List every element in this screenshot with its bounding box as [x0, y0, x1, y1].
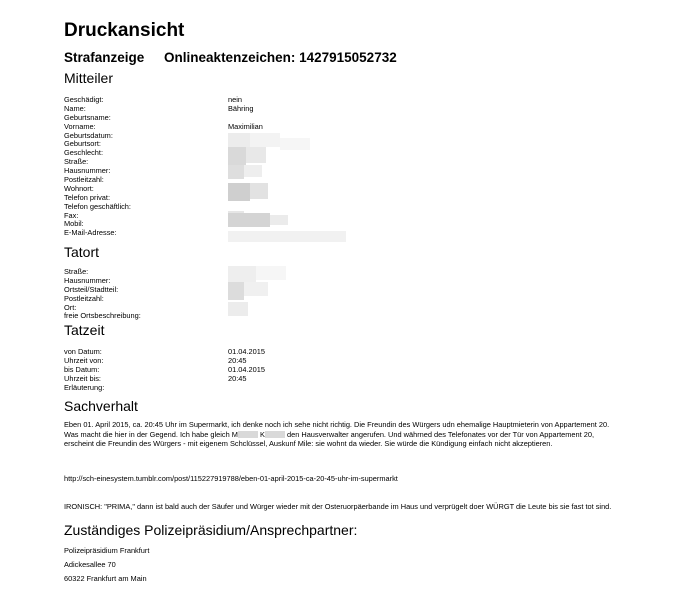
- field-label: Geburtsort:: [64, 139, 101, 149]
- field-label: Hausnummer:: [64, 275, 111, 285]
- tatzeit-row: [64, 384, 624, 393]
- field-label: Uhrzeit bis:: [64, 373, 101, 383]
- tatzeit-row: [64, 366, 624, 375]
- field-label: Wohnort:: [64, 183, 94, 193]
- field-value: 20:45: [228, 373, 247, 383]
- address-line-1: Polizeipräsidium Frankfurt: [64, 546, 150, 555]
- tatzeit-fields: [64, 348, 624, 392]
- section-mitteiler: Mitteiler: [64, 70, 114, 86]
- sachverhalt-text-part1: Eben 01. April 2015, ca. 20:45 Uhr im Supermarkt, ich denke noch ich sehe nicht richtig. Die Freundin des Würgers udn ehemalige Hauptmieterin von Appartement 20. Was macht die hier in der Gegend. Ich habe gleich M: [64, 420, 610, 439]
- address-line-2: Adickesallee 70: [64, 560, 116, 569]
- tatort-row: [64, 277, 624, 286]
- mitteiler-row: [64, 149, 624, 158]
- field-label: Postleitzahl:: [64, 175, 104, 185]
- field-label: freie Ortsbeschreibung:: [64, 311, 141, 321]
- field-value: Bähring: [228, 103, 254, 113]
- field-label: Telefon geschäftlich:: [64, 201, 131, 211]
- field-label: Geburtsname:: [64, 112, 111, 122]
- mitteiler-row: [64, 140, 624, 149]
- mitteiler-row: [64, 158, 624, 167]
- field-label: Uhrzeit von:: [64, 355, 104, 365]
- mitteiler-row: [64, 105, 624, 114]
- tatzeit-row: [64, 357, 624, 366]
- field-label: bis Datum:: [64, 364, 100, 374]
- field-label: Geschädigt:: [64, 95, 104, 104]
- field-label: Straße:: [64, 267, 89, 276]
- mitteiler-row: [64, 220, 624, 229]
- case-number: 1427915052732: [299, 50, 397, 65]
- section-tatort: Tatort: [64, 244, 100, 260]
- mitteiler-row: [64, 123, 624, 132]
- mitteiler-row: [64, 176, 624, 185]
- field-value: 01.04.2015: [228, 364, 265, 374]
- mitteiler-row: [64, 185, 624, 194]
- mitteiler-fields: [64, 96, 624, 238]
- field-label: Ortsteil/Stadtteil:: [64, 284, 119, 294]
- field-label: Name:: [64, 103, 86, 113]
- field-label: Mobil:: [64, 219, 84, 229]
- field-label: Geschlecht:: [64, 148, 104, 158]
- field-value: 01.04.2015: [228, 347, 265, 356]
- tatort-row: [64, 286, 624, 295]
- source-link[interactable]: http://sch-einesystem.tumblr.com/post/115227919788/eben-01-april-2015-ca-20-45-uhr-im-supermarkt: [64, 474, 398, 483]
- mitteiler-row: [64, 96, 624, 105]
- field-label: von Datum:: [64, 347, 102, 356]
- tatort-row: [64, 268, 624, 277]
- tatort-fields: [64, 268, 624, 321]
- report-type: Strafanzeige: [64, 50, 145, 65]
- field-label: Ort:: [64, 302, 77, 312]
- redacted-name-2: [265, 431, 285, 438]
- mitteiler-row: [64, 132, 624, 141]
- section-tatzeit: Tatzeit: [64, 322, 105, 338]
- field-value: nein: [228, 95, 242, 104]
- field-label: Hausnummer:: [64, 166, 111, 176]
- field-label: E-Mail-Adresse:: [64, 228, 117, 238]
- mitteiler-row: [64, 194, 624, 203]
- field-value: Maximilian: [228, 121, 263, 131]
- mitteiler-row: [64, 212, 624, 221]
- address-line-3: 60322 Frankfurt am Main: [64, 574, 147, 583]
- mitteiler-row: [64, 203, 624, 212]
- mitteiler-row: [64, 167, 624, 176]
- sachverhalt-text-part2: den Hausverwalter angerufen. Und währned des Telefonates vor der Tür von Appartement 20, erscheint die Freundin des Würgers - mit eigenem Schclüssel, Auskunf Mile: sie wohnt da wieder. Sie würde die Kündigung einfach nicht akzeptieren.: [64, 429, 595, 449]
- field-label: Telefon privat:: [64, 192, 111, 202]
- redacted-name: [238, 431, 258, 438]
- tatort-row: [64, 304, 624, 313]
- field-label: Vorname:: [64, 121, 96, 131]
- tatort-row: [64, 312, 624, 321]
- field-label: Fax:: [64, 210, 79, 220]
- field-label: Straße:: [64, 157, 89, 167]
- field-value: 20:45: [228, 355, 247, 365]
- ironic-note: IRONISCH: "PRIMA," dann ist bald auch der Säufer und Würger wieder mit der Osteruorpäerbande im Haus und verprügelt doer WÜRGT die Leute bis sie fast tot sind.: [64, 502, 612, 511]
- tatort-row: [64, 295, 624, 304]
- tatzeit-row: [64, 375, 624, 384]
- report-header: [64, 50, 397, 65]
- page-title: Druckansicht: [64, 20, 185, 41]
- field-label: Geburtsdatum:: [64, 130, 113, 140]
- section-sachverhalt: Sachverhalt: [64, 398, 138, 414]
- mitteiler-row: [64, 114, 624, 123]
- field-label: Postleitzahl:: [64, 293, 104, 303]
- tatzeit-row: [64, 348, 624, 357]
- section-zustaendig: Zuständiges Polizeipräsidium/Ansprechpartner:: [64, 522, 358, 538]
- sachverhalt-text: Eben 01. April 2015, ca. 20:45 Uhr im Supermarkt, ich denke noch ich sehe nicht richtig. Die Freundin des Würgers udn ehemalige Hauptmieterin von Appartement 20. Was macht die hier in der Gegend. Ich habe gleich M K den Hausverwalter angerufen. Und währned des Telefonates vor der Tür von Appartement 20, erscheint die Freundin des Würgers - mit eigenem Schclüssel, Auskunf Mile: sie wohnt da wieder. Sie würde die Kündigung einfach nicht akzeptieren.: [64, 420, 610, 449]
- field-label: Erläuterung:: [64, 382, 105, 392]
- case-number-label: Onlineaktenzeichen:: [164, 50, 296, 65]
